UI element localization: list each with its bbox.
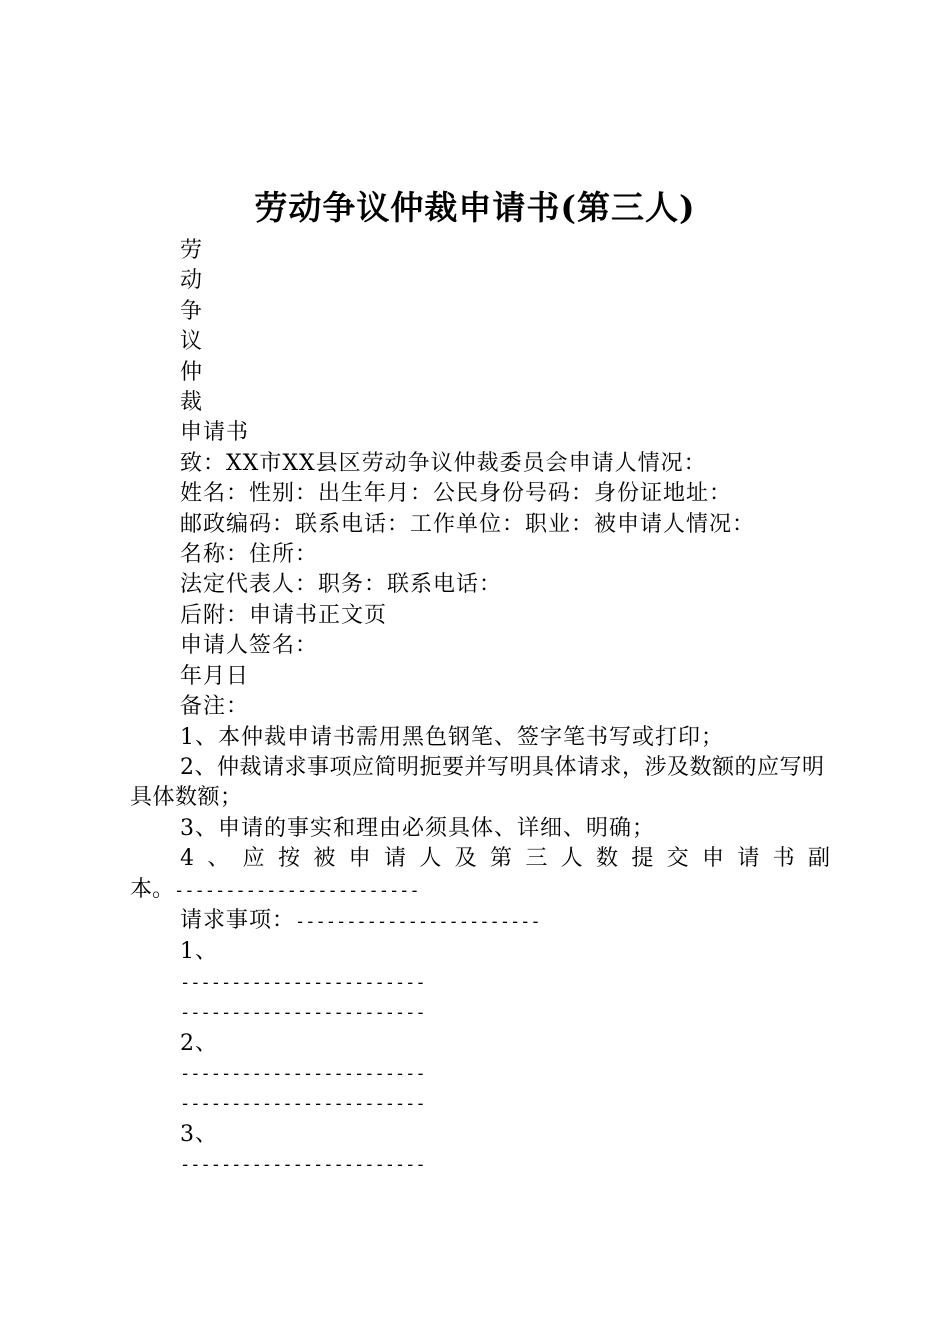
note-4-second-line — [130, 875, 830, 906]
heading-char: 劳 — [180, 238, 204, 263]
dashed-rule: ------------------------ — [180, 972, 426, 993]
note-2: 2、仲裁请求事项应简明扼要并写明具体请求，涉及数额的应写明具体数额； — [130, 754, 825, 811]
heading-char: 仲 — [180, 359, 204, 385]
note-4 — [130, 844, 830, 906]
document-body — [130, 236, 830, 1181]
dashed-rule: ------------------------ — [180, 1063, 426, 1084]
dashed-rule: ------------------------ — [180, 1003, 426, 1024]
heading-char: 议 — [180, 329, 204, 355]
request-heading: 请求事项： — [180, 907, 296, 933]
request-item-2: 2、 — [180, 1030, 218, 1056]
attachment-line: 后附：申请书正文页 — [180, 602, 388, 628]
respondent-name-line: 名称：住所： — [180, 542, 319, 568]
heading-char: 争 — [180, 298, 204, 324]
addressee-line: 致：XX市XX县区劳动争议仲裁委员会申请人情况： — [180, 450, 707, 476]
request-item-1: 1、 — [180, 939, 218, 965]
note-4-tail: 本。 — [130, 876, 175, 902]
heading-tail: 申请书 — [180, 420, 250, 446]
dashed-rule: ------------------------ — [295, 911, 541, 932]
document-title: 劳动争议仲裁申请书(第三人) — [254, 188, 696, 227]
respondent-rep-line: 法定代表人：职务：联系电话： — [180, 572, 503, 598]
note-3: 3、申请的事实和理由必须具体、详细、明确； — [180, 815, 655, 841]
heading-char: 动 — [180, 268, 204, 294]
note-1: 1、本仲裁申请书需用黑色钢笔、签字笔书写或打印； — [180, 724, 724, 750]
dashed-rule: ------------------------ — [180, 1094, 426, 1115]
notes-heading: 备注： — [180, 694, 250, 720]
request-heading-line — [130, 906, 830, 937]
dashed-rule: ------------------------ — [174, 880, 420, 901]
request-item-3: 3、 — [180, 1121, 218, 1147]
note-4-first-line: 4、应按被申请人及第三人数提交申请书副 — [180, 846, 830, 872]
dashed-rule: ------------------------ — [180, 1155, 426, 1176]
applicant-fields-line-2: 邮政编码：联系电话：工作单位：职业：被申请人情况： — [180, 511, 756, 537]
date-line: 年月日 — [180, 663, 250, 689]
heading-char: 裁 — [180, 390, 204, 416]
signature-line: 申请人签名： — [180, 633, 319, 659]
applicant-fields-line: 姓名：性别：出生年月：公民身份号码：身份证地址： — [180, 481, 733, 507]
